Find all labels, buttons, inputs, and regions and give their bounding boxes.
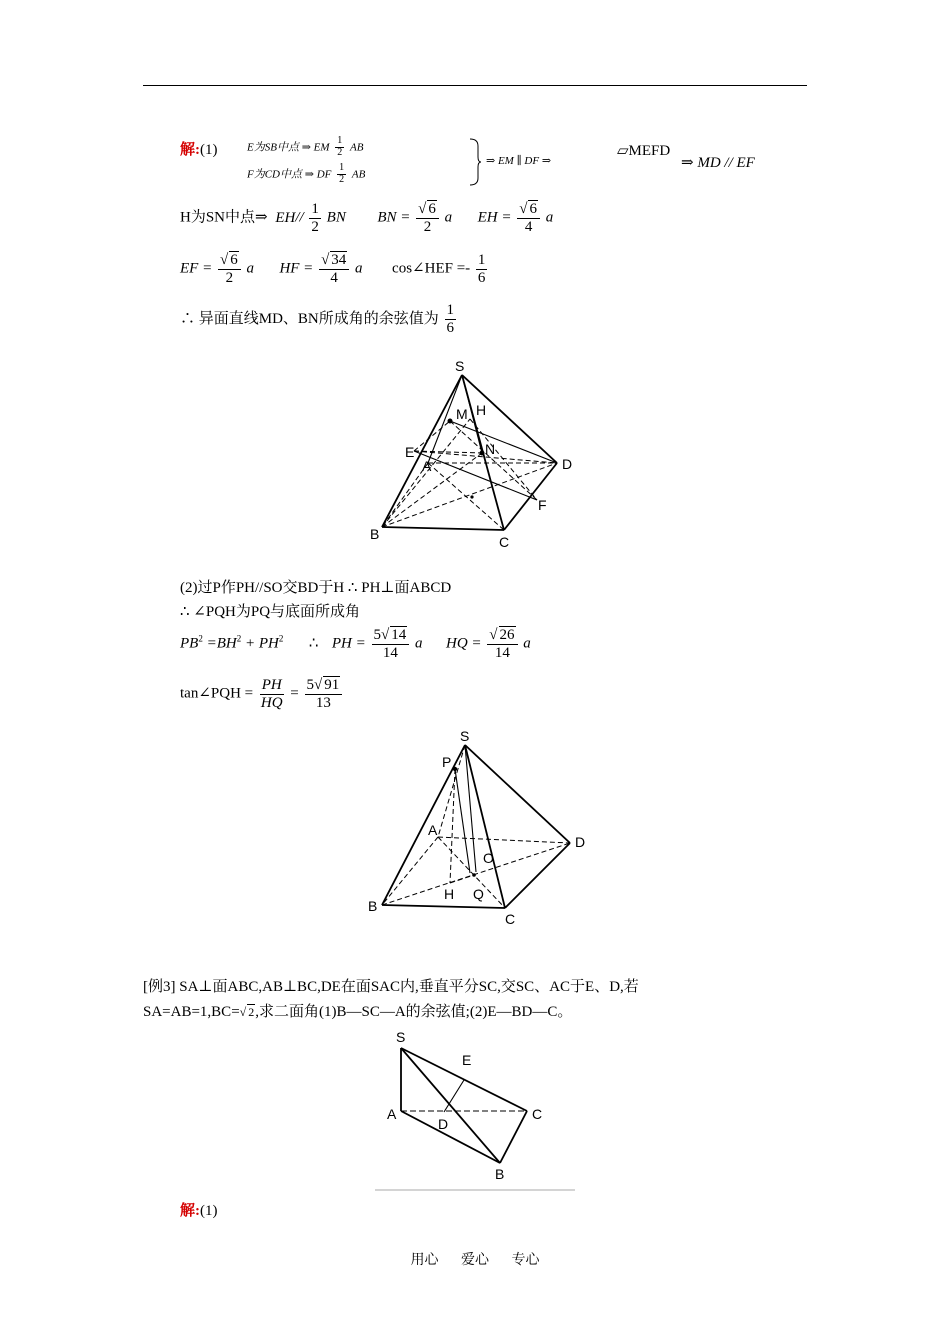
label-n: N xyxy=(485,441,496,457)
label-b: B xyxy=(368,898,378,914)
label-d: D xyxy=(562,456,573,472)
solution-1-condition-e: E为SB中点 ⇒ EM $\frac{1}{2}$ AB xyxy=(247,135,364,158)
label-d: D xyxy=(575,834,586,850)
solution-3-label: 解:(1) xyxy=(180,1203,218,1219)
label-b: B xyxy=(495,1166,505,1182)
solution-2-line-3: $PB^2 =BH^2 + PH^2$ ∴ PH = $\frac{5√ 14}{14}$ a HQ = $\frac{√ 26}{14}$ a xyxy=(180,627,531,662)
solution-1-line-3: EF = $\frac{√ 6}{2}$ a HF = $\frac{√ 34}{4}$ a cos∠HEF =- $\frac{1}{6}$ xyxy=(180,251,486,287)
brace-icon xyxy=(468,138,482,186)
footer-item: 用心 xyxy=(410,1252,439,1268)
parallelogram-mefd: ▱MEFD xyxy=(617,143,671,159)
header-rule xyxy=(143,85,807,86)
solution-1-result: ⇒ MD // EF xyxy=(681,155,755,171)
figure-tetrahedron-3 xyxy=(370,1025,590,1200)
label-h: H xyxy=(444,886,455,902)
label-m: M xyxy=(456,406,468,422)
footer-item: 爱心 xyxy=(461,1252,489,1268)
label-e: E xyxy=(405,444,415,460)
solution-1-label: 解:(1) xyxy=(180,142,218,158)
label-o: O xyxy=(483,850,494,866)
label-s: S xyxy=(455,358,465,374)
footer-item: 专心 xyxy=(511,1252,540,1268)
label-a: A xyxy=(387,1106,397,1122)
label-d: D xyxy=(438,1116,449,1132)
label-a: A xyxy=(428,822,438,838)
solution-1-condition-f: F为CD中点 ⇒ DF $\frac{1}{2}$ AB xyxy=(247,162,366,185)
page-footer xyxy=(0,1249,950,1269)
label-s: S xyxy=(396,1029,406,1045)
label-q: Q xyxy=(473,886,484,902)
solution-2-line-4: tan∠PQH = $\frac{PH}{HQ}$ = $\frac{5√ 91}{13}$ xyxy=(180,676,344,713)
label-c: C xyxy=(499,534,510,550)
solution-1-line-2: H为SN中点⇒ EH// $\frac{1}{2}$ BN BN = $\frac{√ 6}{2}$ a EH = $\frac{√ 6}{4}$ a xyxy=(180,200,554,236)
label-f: F xyxy=(538,497,547,513)
label-a: A xyxy=(422,458,432,474)
example-3-line-2: SA=AB=1,BC=√ 2,求二面角(1)B—SC—A的余弦值;(2)E—BD—C。 xyxy=(143,1004,573,1020)
solution-1-conclusion: ∴ 异面直线MD、BN所成角的余弦值为 $\frac{1}{6}$ xyxy=(180,302,455,337)
label-h: H xyxy=(476,402,487,418)
label-e: E xyxy=(462,1052,472,1068)
label-c: C xyxy=(532,1106,543,1122)
label-p: P xyxy=(442,754,452,770)
solution-1-implication: ⇒ EM ∥ DF ⇒ xyxy=(486,155,552,167)
figure-pyramid-2 xyxy=(360,725,600,930)
label-b: B xyxy=(370,526,380,542)
example-3-line-1: [例3] SA⊥面ABC,AB⊥BC,DE在面SAC内,垂直平分SC,交SC、AC于E、D,若 xyxy=(143,979,639,995)
label-s: S xyxy=(460,728,470,744)
figure-pyramid-1 xyxy=(360,355,590,555)
solution-2-line-1: (2)过P作PH//SO交BD于H ∴ PH⊥面ABCD xyxy=(180,580,452,596)
solution-2-line-2: ∴ ∠PQH为PQ与底面所成角 xyxy=(180,604,361,620)
label-c: C xyxy=(505,911,516,927)
